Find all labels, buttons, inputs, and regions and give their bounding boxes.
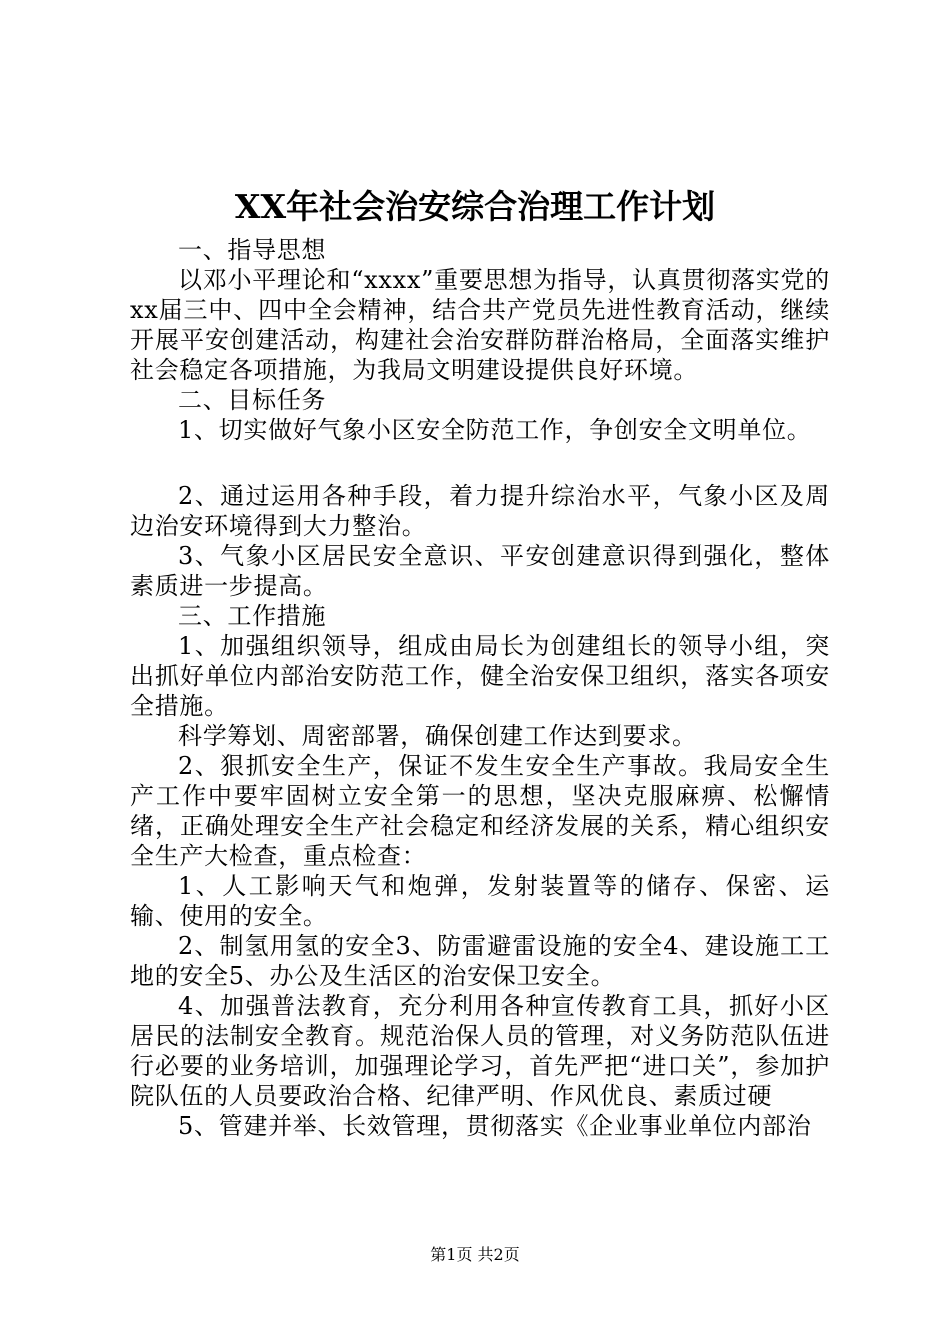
section-heading-guiding-ideology: 一、指导思想 bbox=[178, 236, 327, 264]
paragraph-measure-2: 2、狠抓安全生产，保证不发生安全生产事故。我局安全生产工作中要牢固树立安全第一的思想，坚决克服麻痹、松懈情绪，正确处理安全生产社会稳定和经济发展的关系，精心组织安全生产大检查，重点检查： bbox=[130, 752, 830, 870]
paragraph-goal-1: 1、切实做好气象小区安全防范工作，争创安全文明单位。 bbox=[178, 416, 812, 444]
paragraph-check-1: 1、人工影响天气和炮弹，发射装置等的储存、保密、运输、使用的安全。 bbox=[130, 872, 830, 930]
section-heading-measures: 三、工作措施 bbox=[178, 602, 327, 630]
paragraph-measure-1b: 科学筹划、周密部署，确保创建工作达到要求。 bbox=[178, 722, 697, 750]
document-body bbox=[130, 235, 830, 1141]
paragraph-goal-3: 3、气象小区居民安全意识、平安创建意识得到强化，整体素质进一步提高。 bbox=[130, 542, 830, 600]
paragraph-measure-5: 5、管建并举、长效管理，贯彻落实《企业事业单位内部治 bbox=[178, 1112, 812, 1140]
section-heading-goals: 二、目标任务 bbox=[178, 386, 327, 414]
document-title: XX年社会治安综合治理工作计划 bbox=[234, 187, 716, 226]
paragraph-guiding-ideology: 以邓小平理论和“xxxx”重要思想为指导，认真贯彻落实党的xx届三中、四中全会精神，结合共产党员先进性教育活动，继续开展平安创建活动，构建社会治安群防群治格局，全面落实维护社会稳定各项措施，为我局文明建设提供良好环境。 bbox=[130, 266, 830, 384]
paragraph-measure-4: 4、加强普法教育，充分利用各种宣传教育工具，抓好小区居民的法制安全教育。规范治保人员的管理，对义务防范队伍进行必要的业务培训，加强理论学习，首先严把“进口关”，参加护院队伍的人员要政治合格、纪律严明、作风优良、素质过硬 bbox=[130, 992, 830, 1110]
paragraph-goal-2: 2、通过运用各种手段，着力提升综治水平，气象小区及周边治安环境得到大力整治。 bbox=[130, 482, 830, 540]
paragraph-check-2: 2、制氢用氢的安全3、防雷避雷设施的安全4、建设施工工地的安全5、办公及生活区的治安保卫安全。 bbox=[130, 932, 830, 990]
spacer bbox=[130, 445, 830, 481]
page-footer: 第1页 共2页 bbox=[430, 1245, 520, 1264]
paragraph-measure-1: 1、加强组织领导，组成由局长为创建组长的领导小组，突出抓好单位内部治安防范工作，健全治安保卫组织，落实各项安全措施。 bbox=[130, 632, 830, 720]
